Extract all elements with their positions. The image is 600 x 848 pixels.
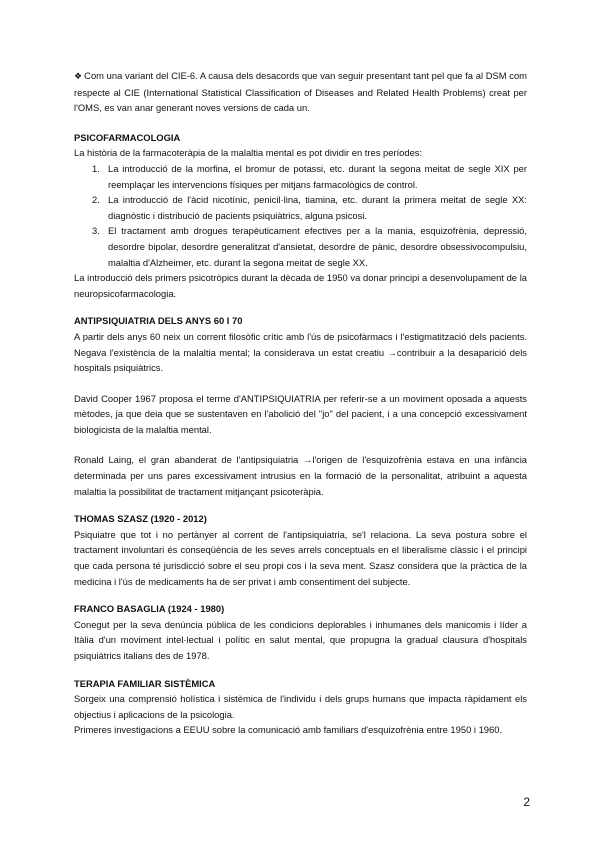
list-item-text: El tractament amb drogues terapèuticament efectives per a la mania, esquizofrènia, depressió, desordre bipolar, desordre generalitzat d'ansietat, desordre de pànic, desordre obsessivocompulsiu, malaltia d'Alzheimer, etc. durant la segona meitat de segle XX. [108, 225, 527, 268]
paragraph: Primeres investigacions a EEUU sobre la comunicació amb familiars d'esquizofrènia entre 1950 i 1960. [74, 724, 503, 736]
paragraph: Psiquiatre que tot i no pertànyer al corrent de l'antipsiquiatria, se'l relaciona. La seva postura sobre el tractament involuntari és conseqüència de les seves arrels conceptuals en el liberalisme clàssic i el principi que cada persona té jurisdicció sobre el seu propi cos i la seva ment. Szasz considera que la pràctica de la medicina i l'ús de medicaments ha de ser privat i amb consentiment del subjecte. [74, 528, 527, 587]
diamond-bullet-icon: ❖ [74, 71, 83, 81]
period-list [74, 161, 527, 270]
page-number: 2 [523, 795, 530, 809]
section-title: THOMAS SZASZ (1920 - 2012) [74, 513, 207, 525]
list-item-text: La introducció de la morfina, el bromur de potassi, etc. durant la segona meitat de segle XIX per reemplaçar les intervencions físiques per mitjans farmacològics de control. [108, 162, 527, 190]
list-item [74, 192, 527, 223]
page-content [74, 68, 527, 738]
paragraph: Conegut per la seva denúncia pública de les condicions deplorables i inhumanes dels manicomis i líder a Itàlia d'un moviment intel·lectual i polític en salut mental, que propugna la gradual clausura d'hospitals psiquiàtrics italians des de 1978. [74, 618, 527, 661]
section-basaglia [74, 601, 527, 663]
list-item [74, 161, 527, 192]
section-antipsiquiatria [74, 313, 527, 499]
list-number: 1. [92, 162, 100, 174]
section-title: PSICOFARMACOLOGIA [74, 131, 181, 143]
section-szasz [74, 511, 527, 589]
list-number: 2. [92, 194, 100, 206]
list-item [74, 223, 527, 270]
list-number: 3. [92, 225, 100, 237]
paragraph: Ronald Laing, el gran abanderat de l'antipsiquiatria →l'origen de l'esquizofrènia estava en una infància determinada per uns pares excessivament intrusius en la formació de la personalitat, atribuint a aquesta malaltia la possibilitat de tractament mitjançant psicoteràpia. [74, 454, 527, 497]
section-closing: La introducció dels primers psicotròpics durant la dècada de 1950 va donar principi a desenvolupament de la neuropsicofarmacologia. [74, 272, 527, 299]
section-title: TERAPIA FAMILIAR SISTÈMICA [74, 677, 216, 689]
section-lead: La història de la farmacoteràpia de la malaltia mental es pot dividir en tres períodes: [74, 147, 423, 159]
section-psicofarmacologia [74, 130, 527, 302]
section-terapia-familiar [74, 676, 527, 738]
paragraph: Sorgeix una comprensió holística i sistèmica de l'individu i dels grups humans que impacta ràpidament els objectius i aplicacions de la psicologia. [74, 693, 527, 720]
paragraph: A partir dels anys 60 neix un corrent filosòfic crític amb l'ús de psicofàrmacs i l'estigmatització dels pacients. Negava l'existència de la malaltia mental; la considerava un estat creatiu →contribuir a la desaparició dels hospitals psiquiàtrics. [74, 330, 527, 374]
section-title: FRANCO BASAGLIA (1924 - 1980) [74, 603, 225, 615]
intro-paragraph [74, 68, 527, 116]
section-title: ANTIPSIQUIATRIA DELS ANYS 60 I 70 [74, 315, 243, 327]
paragraph: David Cooper 1967 proposa el terme d'ANTIPSIQUIATRIA per referir-se a un moviment oposada a aquests mètodes, ja que deia que se sustentaven en l'abolició del "jo" del pacient, i a una concepció excessivament biologicista de la malaltia mental. [74, 392, 527, 435]
intro-text: Com una variant del CIE-6. A causa dels desacords que van seguir presentant tant pel que fa al DSM com respecte al CIE (International Statistical Classification of Diseases and Related Health Problems) creat per l'OMS, es van anar generant noves versions de cada un. [74, 70, 527, 114]
list-item-text: La introducció de l'àcid nicotínic, penicil·lina, tiamina, etc. durant la primera meitat de segle XX: diagnòstic i distribució de pacients psiquiàtrics, alguna psicosi. [108, 194, 527, 221]
